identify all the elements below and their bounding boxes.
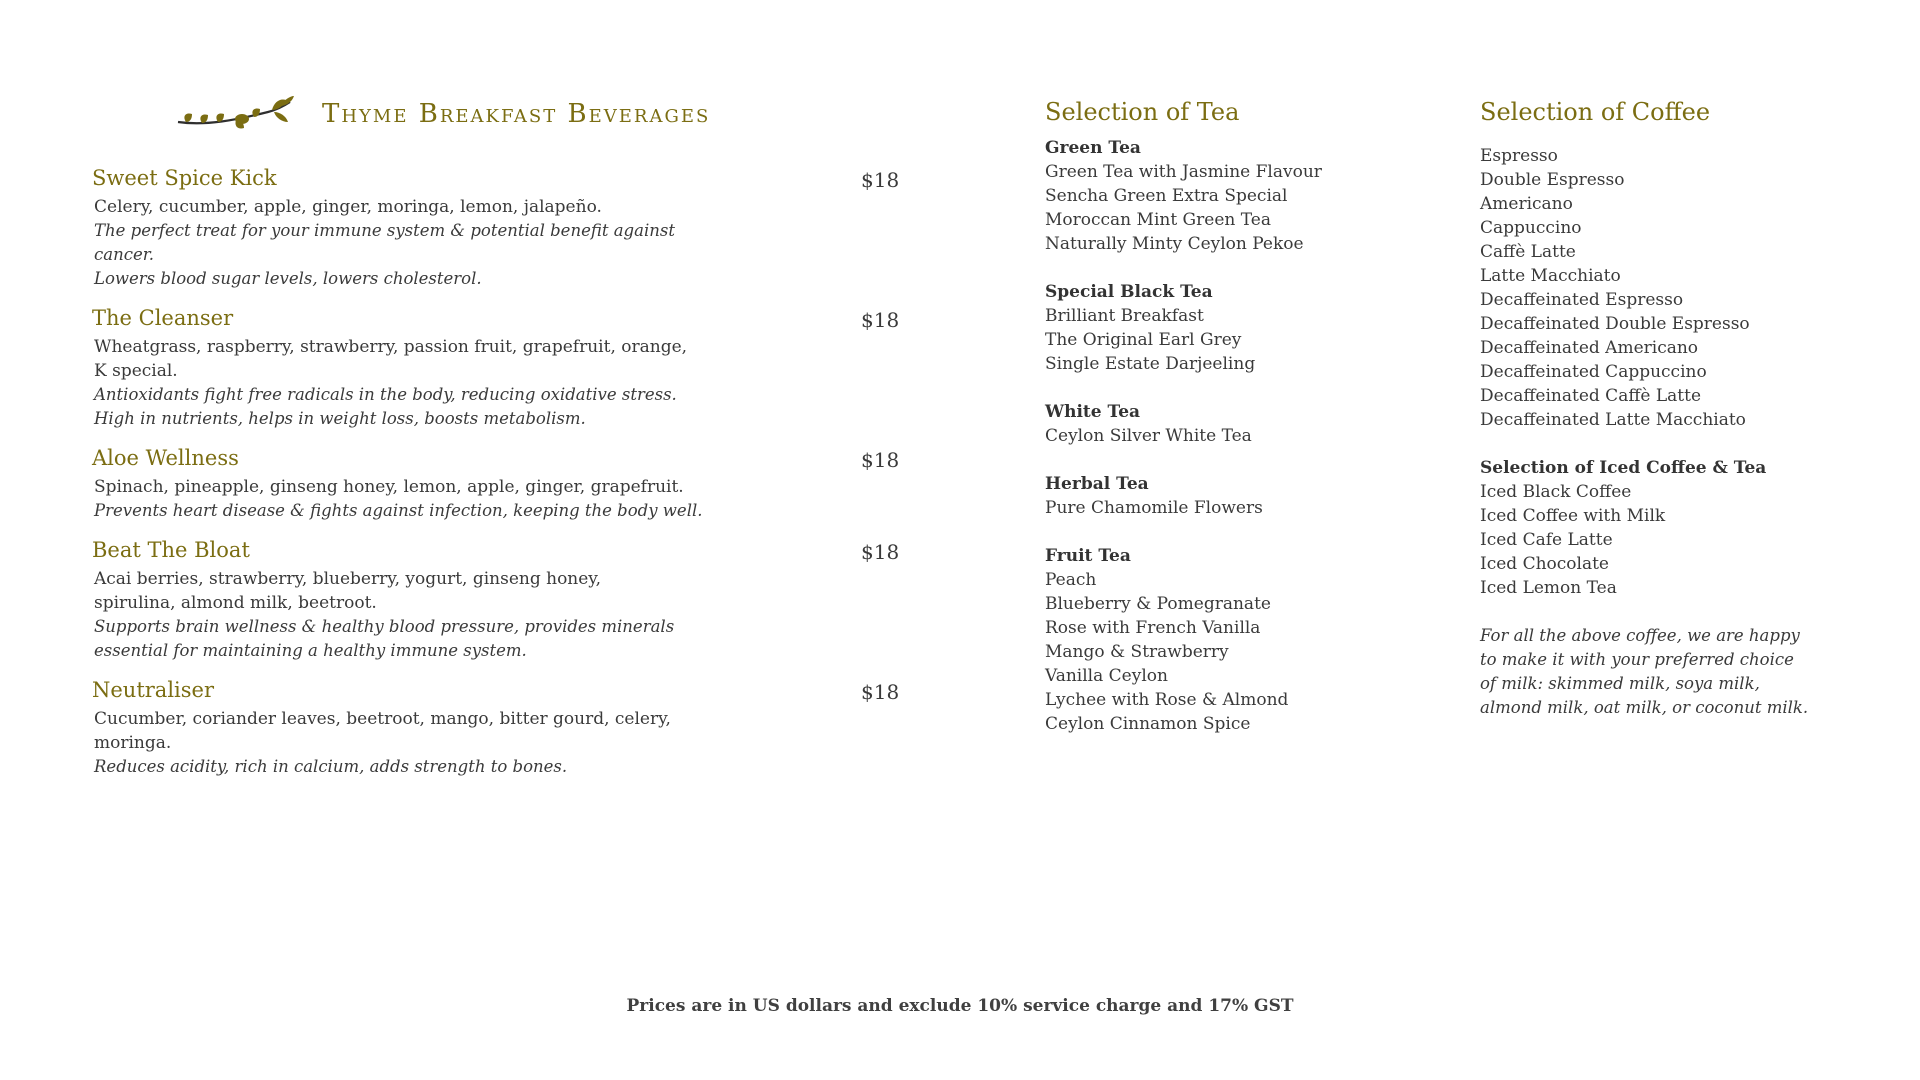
drinks-list (92, 164, 912, 792)
iced-coffee-group (1480, 456, 1860, 600)
tea-item: Lychee with Rose & Almond (1045, 690, 1289, 710)
drink-item (92, 536, 912, 663)
tea-item: Ceylon Silver White Tea (1045, 426, 1252, 446)
drink-ingredients: Acai berries, strawberry, blueberry, yogurt, ginseng honey, spirulina, almond milk, beetroot. (94, 569, 602, 613)
benefit-line: Antioxidants fight free radicals in the body, reducing oxidative stress. (94, 385, 677, 404)
group-title: Green Tea (1045, 138, 1141, 158)
drink-item (92, 444, 912, 523)
iced-item: Iced Black Coffee (1480, 482, 1632, 502)
tea-group-black (1045, 280, 1425, 376)
drink-price: $18 (861, 540, 900, 564)
tea-item: Moroccan Mint Green Tea (1045, 210, 1271, 230)
tea-item: Mango & Strawberry (1045, 642, 1229, 662)
drink-name: Neutraliser (92, 678, 215, 702)
tea-group-white (1045, 400, 1425, 448)
menu-header (176, 92, 710, 136)
menu-title: Thyme Breakfast Beverages (322, 99, 711, 129)
group-title: Special Black Tea (1045, 282, 1213, 302)
coffee-section (1480, 96, 1860, 720)
tea-item: Blueberry & Pomegranate (1045, 594, 1271, 614)
tea-section (1045, 96, 1425, 760)
tea-item: Naturally Minty Ceylon Pekoe (1045, 234, 1304, 254)
coffee-item: Espresso (1480, 146, 1558, 166)
drink-benefits (94, 499, 714, 523)
benefit-line: High in nutrients, helps in weight loss, boosts metabolism. (94, 409, 586, 428)
drink-price: $18 (861, 448, 900, 472)
drink-ingredients: Cucumber, coriander leaves, beetroot, mango, bitter gourd, celery, moringa. (94, 709, 671, 753)
drink-ingredients: Celery, cucumber, apple, ginger, moringa, lemon, jalapeño. (94, 197, 602, 217)
price-disclaimer: Prices are in US dollars and exclude 10% service charge and 17% GST (626, 996, 1294, 1016)
tea-group-green (1045, 136, 1425, 256)
tea-item: Green Tea with Jasmine Flavour (1045, 162, 1322, 182)
tea-item: Brilliant Breakfast (1045, 306, 1204, 326)
coffee-item: Cappuccino (1480, 218, 1582, 238)
coffee-list (1480, 144, 1860, 432)
coffee-item: Americano (1480, 194, 1573, 214)
benefit-line: Reduces acidity, rich in calcium, adds strength to bones. (94, 757, 568, 776)
benefit-line: The perfect treat for your immune system & potential benefit against cancer. (94, 221, 675, 264)
benefit-line: Lowers blood sugar levels, lowers cholesterol. (94, 269, 482, 288)
drink-price: $18 (861, 308, 900, 332)
coffee-item: Decaffeinated Espresso (1480, 290, 1684, 310)
benefit-line: Prevents heart disease & fights against infection, keeping the body well. (94, 501, 703, 520)
coffee-item: Decaffeinated Americano (1480, 338, 1699, 358)
drink-price: $18 (861, 680, 900, 704)
drink-benefits (94, 755, 714, 779)
group-title: White Tea (1045, 402, 1141, 422)
drink-benefits (94, 219, 714, 291)
tea-item: Vanilla Ceylon (1045, 666, 1168, 686)
drink-name: Beat The Bloat (92, 538, 250, 562)
tea-item: Sencha Green Extra Special (1045, 186, 1288, 206)
coffee-item: Latte Macchiato (1480, 266, 1621, 286)
iced-item: Iced Cafe Latte (1480, 530, 1613, 550)
tea-title: Selection of Tea (1045, 98, 1240, 126)
tea-group-fruit (1045, 544, 1425, 736)
drink-item (92, 676, 912, 779)
drink-item (92, 164, 912, 291)
tea-item: Ceylon Cinnamon Spice (1045, 714, 1251, 734)
coffee-item: Decaffeinated Double Espresso (1480, 314, 1750, 334)
tea-item: Rose with French Vanilla (1045, 618, 1261, 638)
tea-item: Pure Chamomile Flowers (1045, 498, 1263, 518)
group-title: Selection of Iced Coffee & Tea (1480, 458, 1767, 478)
drink-price: $18 (861, 168, 900, 192)
iced-item: Iced Chocolate (1480, 554, 1609, 574)
milk-choice-note: For all the above coffee, we are happy to make it with your preferred choice of milk: skimmed milk, soya milk, almond milk, oat milk, or coconut milk. (1480, 626, 1809, 717)
iced-item: Iced Lemon Tea (1480, 578, 1617, 598)
drink-ingredients: Spinach, pineapple, ginseng honey, lemon, apple, ginger, grapefruit. (94, 477, 684, 497)
coffee-item: Decaffeinated Cappuccino (1480, 362, 1707, 382)
drink-name: Sweet Spice Kick (92, 166, 277, 190)
tea-item: The Original Earl Grey (1045, 330, 1242, 350)
group-title: Herbal Tea (1045, 474, 1149, 494)
iced-item: Iced Coffee with Milk (1480, 506, 1666, 526)
drink-item (92, 304, 912, 431)
drink-name: Aloe Wellness (92, 446, 239, 470)
coffee-item: Decaffeinated Caffè Latte (1480, 386, 1702, 406)
coffee-item: Decaffeinated Latte Macchiato (1480, 410, 1746, 430)
drink-benefits (94, 383, 714, 431)
tea-item: Single Estate Darjeeling (1045, 354, 1256, 374)
tea-item: Peach (1045, 570, 1097, 590)
drink-benefits (94, 615, 694, 663)
drink-ingredients: Wheatgrass, raspberry, strawberry, passion fruit, grapefruit, orange, K special. (94, 337, 688, 381)
coffee-item: Caffè Latte (1480, 242, 1576, 262)
drink-name: The Cleanser (92, 306, 234, 330)
coffee-item: Double Espresso (1480, 170, 1625, 190)
olive-sprig-icon (176, 92, 294, 136)
coffee-title: Selection of Coffee (1480, 98, 1711, 126)
benefit-line: Supports brain wellness & healthy blood pressure, provides minerals essential for maintaining a healthy immune system. (94, 617, 675, 660)
tea-group-herbal (1045, 472, 1425, 520)
group-title: Fruit Tea (1045, 546, 1131, 566)
